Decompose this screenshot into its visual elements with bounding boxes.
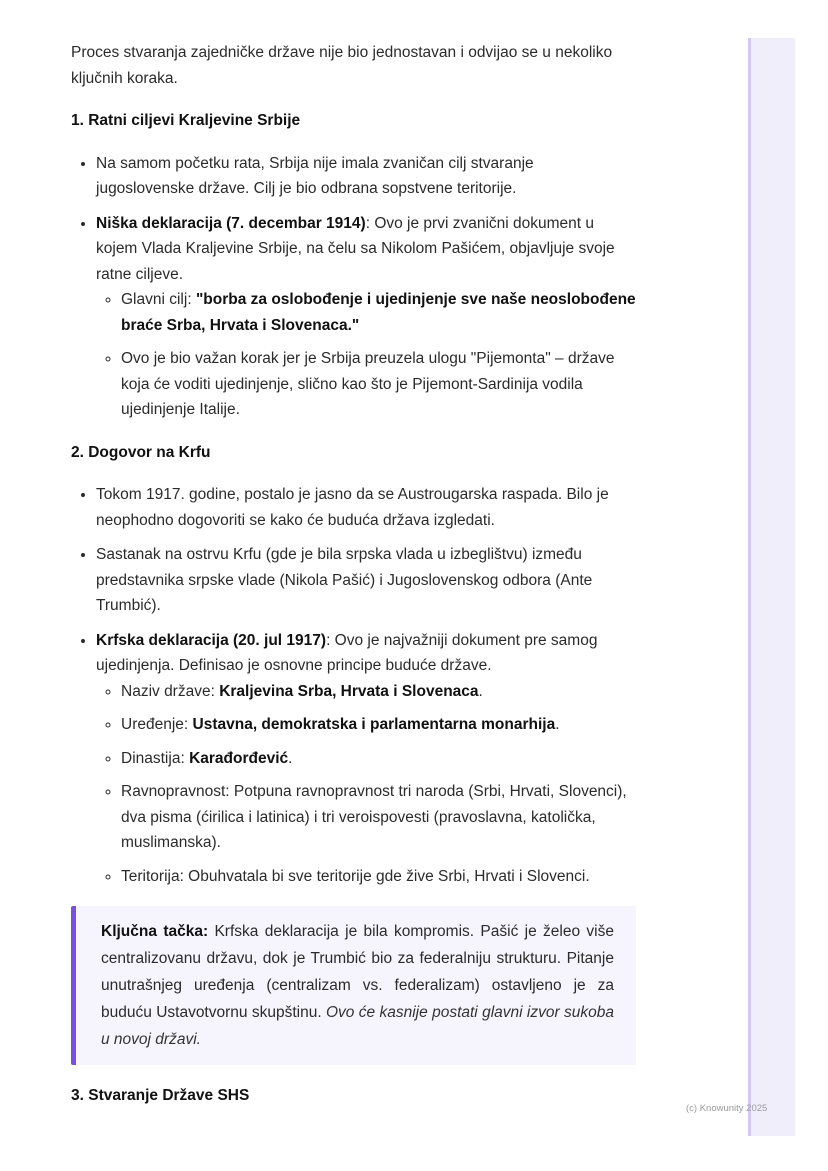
- item-text: Tokom 1917. godine, postalo je jasno da se Austrougarska raspada. Bilo je neophodno dogovoriti se kako će buduća država izgledati.: [96, 486, 609, 529]
- item-label: Glavni cilj:: [121, 291, 196, 308]
- section-heading-ratni-ciljevi: 1. Ratni ciljevi Kraljevine Srbije: [71, 112, 301, 129]
- item-bold-quote: "borba za oslobođenje i ujedinjenje sve naše neoslobođene braće Srba, Hrvata i Slovenaca.": [121, 291, 636, 334]
- section1-list: [71, 151, 636, 423]
- document-body: [71, 40, 636, 1126]
- list-item: [96, 628, 636, 890]
- callout-label: Ključna tačka:: [101, 923, 209, 940]
- watermark: (c) Knowunity 2025: [686, 1103, 768, 1114]
- sublist-item: ◦ Dinastija: Karađorđević.: [121, 746, 636, 772]
- sublist: [96, 679, 636, 890]
- item-text: Ovo je bio važan korak jer je Srbija preuzela ulogu "Pijemonta" – države koja će voditi ujedinjenje, slično kao što je Pijemont-Sardinija vodila ujedinjenje Italije.: [121, 350, 615, 418]
- section-heading-drzava-shs: 3. Stvaranje Države SHS: [71, 1087, 250, 1104]
- item-label: Dinastija:: [121, 749, 190, 767]
- sublist-item: [121, 779, 636, 856]
- sublist-item: ◦ Uređenje: Ustavna, demokratska i parlamentarna monarhija.: [121, 712, 636, 738]
- item-text: Ravnopravnost: Potpuna ravnopravnost tri naroda (Srbi, Hrvati, Slovenci), dva pisma (ćirilica i latinica) i tri veroispovesti (pravoslavna, katolička, muslimanska).: [121, 783, 627, 851]
- sublist-item: ◦ Naziv države: Kraljevina Srba, Hrvata i Slovenaca.: [121, 679, 636, 705]
- list-item: [96, 151, 636, 202]
- item-label: Uređenje:: [121, 716, 193, 733]
- sublist: [96, 287, 636, 423]
- sublist-item: [121, 864, 636, 890]
- item-text: Na samom početku rata, Srbija nije imala zvaničan cilj stvaranje jugoslovenske države. Cilj je bio odbrana sopstvene teritorije.: [96, 154, 534, 197]
- item-text: : Ovo je najvažniji dokument pre samog ujedinjenja. Definisao je osnovne principe buduće države.: [96, 631, 598, 674]
- list-item: [96, 482, 636, 533]
- key-point-callout: [71, 906, 636, 1065]
- item-bold-value: Ustavna, demokratska i parlamentarna monarhija: [192, 716, 556, 733]
- item-bold-term: Niška deklaracija (7. decembar 1914): [96, 214, 366, 232]
- item-text: : Ovo je prvi zvanični dokument u kojem Vlada Kraljevine Srbije, na čelu sa Nikolom Pašićem, objavljuje svoje ratne ciljeve.: [96, 214, 615, 283]
- item-text: Teritorija: Obuhvatala bi sve teritorije gde žive Srbi, Hrvati i Slovenci.: [121, 867, 590, 885]
- list-item: [96, 211, 636, 423]
- callout-text: Krfska deklaracija je bila kompromis. Pašić je želeo više centralizovanu državu, dok je Trumbić bio za federalniju strukturu. Pitanje unutrašnjeg uređenja (centralizam vs. federalizam) ostavljeno je za buduću Ustavotvornu skupštinu.: [101, 923, 614, 1021]
- section2-list: [71, 482, 636, 889]
- list-item: [96, 542, 636, 619]
- item-text: Sastanak na ostrvu Krfu (gde je bila srpska vlada u izbeglištvu) između predstavnika srpske vlade (Nikola Pašić) i Jugoslovenskog odbora (Ante Trumbić).: [96, 546, 593, 614]
- sublist-item: [121, 287, 636, 338]
- item-bold-value: Karađorđević: [189, 749, 289, 767]
- page-side-strip: [748, 38, 795, 1136]
- section-heading-krf: 2. Dogovor na Krfu: [71, 443, 211, 461]
- sublist-item: [121, 346, 636, 423]
- item-bold-value: Kraljevina Srba, Hrvata i Slovenaca: [219, 682, 479, 700]
- intro-paragraph: Proces stvaranja zajedničke države nije bio jednostavan i odvijao se u nekoliko ključnih koraka.: [71, 44, 613, 87]
- callout-italic: Ovo će kasnije postati glavni izvor sukoba u novoj državi.: [101, 1004, 614, 1048]
- item-bold-term: Krfska deklaracija (20. jul 1917): [96, 631, 327, 649]
- item-label: Naziv države:: [121, 682, 220, 700]
